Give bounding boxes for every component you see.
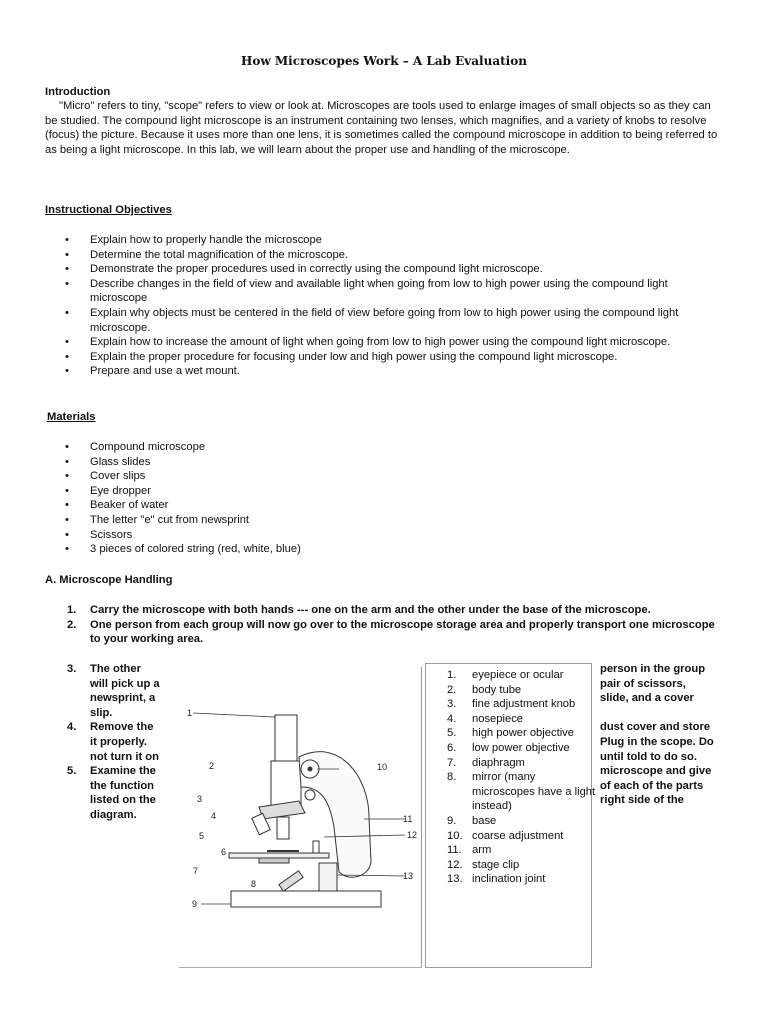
part-label: body tube [472,683,522,696]
objective-shape [277,817,289,839]
part-label: high power objective [472,727,574,740]
list-item [447,668,597,683]
part-number: 13. [447,873,463,886]
list-item [447,726,597,741]
fine-knob-shape [305,790,315,800]
list-item: • Explain the proper procedure for focusing under low and high power using the compound light microscope. [45,350,725,365]
part-number: 10. [447,829,463,842]
list-item [45,618,725,647]
diagram-label: 8 [251,879,257,889]
diagram-label: 6 [221,847,227,857]
part-label: low power objective [472,741,570,754]
fragment-line: pair of scissors, [600,677,686,690]
fragment-line: listed on the [90,794,156,807]
diagram-label: 5 [199,831,205,841]
list-item: • Scissors [45,528,725,543]
fragment-line: microscope and give [600,765,712,778]
fragment-line: right side of the [600,794,684,807]
nosepiece-shape [259,801,305,819]
part-number: 6. [447,741,457,754]
list-item: • Describe changes in the field of view and available light when going from low to high power using the compound light microscope [45,277,725,306]
fragment-line: will pick up a [90,677,160,690]
part-number: 11. [447,844,462,857]
objectives-heading: Instructional Objectives [45,204,172,216]
step-number: 1. [67,604,77,616]
diagram-label: 10 [377,762,388,772]
diagram-label: 2 [209,761,215,771]
list-item [447,843,597,858]
stage-clip-shape [313,841,319,853]
diagram-label: 3 [197,794,203,804]
mirror-shape [279,871,303,891]
eyepiece-shape [275,715,297,761]
introduction-paragraph [45,99,725,157]
fragment-line: Plug in the scope. Do [600,735,714,748]
diagram-label: 7 [193,866,199,876]
list-item [447,814,597,829]
left-column-steps [45,662,170,823]
diagram-label: 1 [187,708,193,718]
introduction-text: "Micro" refers to tiny, "scope" refers to view or look at. Microscopes are tools used to enlarge images of small objects so as they can be studied. The compound light microscope is an instrument containing two lenses, which magnifies, and a variety of knobs to resolve (focus) the picture. Because it uses more than one lens, it is sometimes called the compound microscope in addition to being referred to as being a light microscope. In this lab, we will learn about the proper use and handling of the microscope. [45,100,718,156]
part-number: 5. [447,727,457,740]
list-item: • Glass slides [45,455,725,470]
part-number: 8. [447,771,457,784]
list-item: • Determine the total magnification of the microscope. [45,248,725,263]
fragment-line: Remove the [90,721,154,734]
part-number: 3. [447,698,457,711]
fragment-line: dust cover and store [600,721,711,734]
list-item [447,712,597,727]
step-number: 4. [67,721,77,734]
diagram-label: 11 [403,814,413,824]
page-title: How Microscopes Work – A Lab Evaluation [241,54,527,68]
part-number: 7. [447,756,457,769]
list-item: • Compound microscope [45,440,725,455]
materials-heading: Materials [47,411,96,423]
step-text: Carry the microscope with both hands --- one on the arm and the other under the base of the microscope. [90,604,651,616]
list-item [447,756,597,771]
list-item [45,662,170,720]
fragment-line: Examine the [90,765,156,778]
part-number: 12. [447,858,463,871]
step-number: 2. [67,618,77,631]
part-label: arm [472,844,492,857]
list-item [447,683,597,698]
handling-heading: A. Microscope Handling [45,574,173,586]
fragment-line: not turn it on [90,750,159,763]
list-item: • Prepare and use a wet mount. [45,364,725,379]
part-label: fine adjustment knob [472,698,576,711]
list-item [45,603,725,618]
diagram-label: 13 [403,871,414,881]
list-item: • 3 pieces of colored string (red, white, blue) [45,542,725,557]
list-item: • Explain why objects must be centered in the field of view before going from low to high power using the compound light microscope. [45,306,725,335]
right-column-text [600,662,740,808]
list-item: • Explain how to properly handle the microscope [45,233,725,248]
objectives-list [45,233,725,379]
fragment-line: The other [90,663,141,675]
diaphragm-shape [259,858,289,863]
list-item [447,872,597,887]
part-label: base [472,814,497,827]
fragment-line: slip. [90,706,113,719]
part-number: 2. [447,683,457,696]
part-label: eyepiece or ocular [472,669,564,681]
stage-shape [229,853,329,858]
part-label: stage clip [472,858,520,871]
list-item: • The letter "e" cut from newsprint [45,513,725,528]
list-item: • Demonstrate the proper procedures used in correctly using the compound light microscope. [45,262,725,277]
list-item [447,770,597,814]
list-item: • Beaker of water [45,498,725,513]
fragment-line: person in the group [600,663,706,675]
list-item: • Cover slips [45,469,725,484]
list-item: • Explain how to increase the amount of light when going from low to high power using the compound light microscope. [45,335,725,350]
introduction-heading: Introduction [45,86,111,98]
parts-legend [447,668,597,887]
list-item [447,858,597,873]
list-item [447,697,597,712]
list-item [447,829,597,844]
fragment-line: of each of the parts [600,779,704,792]
part-number: 9. [447,814,457,827]
materials-list [45,440,725,557]
part-label: inclination joint [472,873,546,886]
fragment-line: it properly. [90,735,147,748]
fragment-line: slide, and a cover [600,692,694,705]
part-label: nosepiece [472,712,524,725]
list-item: • Eye dropper [45,484,725,499]
base-shape [231,891,381,907]
diagram-label: 4 [211,811,217,821]
fragment-line: the function [90,779,155,792]
microscope-diagram [179,667,421,967]
diagram-label: 12 [407,830,418,840]
fragment-line: until told to do so. [600,750,697,763]
part-number: 4. [447,712,457,725]
list-item [447,741,597,756]
part-label: diaphragm [472,756,525,769]
list-item [45,720,170,764]
fragment-line: diagram. [90,808,137,821]
part-number: 1. [447,669,457,681]
step-text: One person from each group will now go over to the microscope storage area and properly transport one microscope to your working area. [90,618,715,646]
part-label: coarse adjustment [472,829,564,842]
handling-steps [45,603,725,647]
part-label: mirror (many microscopes have a light instead) [472,771,596,813]
diagram-label: 9 [192,899,198,909]
step-number: 5. [67,765,77,778]
list-item [45,764,170,822]
fragment-line: newsprint, a [90,692,156,705]
step-number: 3. [67,663,77,675]
